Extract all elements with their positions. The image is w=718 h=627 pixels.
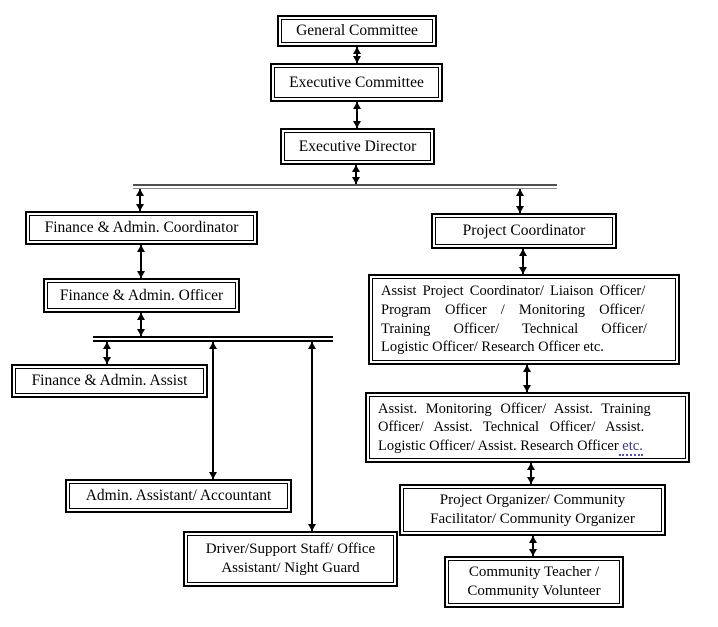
spellcheck-etc-text: etc.	[618, 437, 643, 454]
node-label-line: Logistic Officer/ Research Officer etc.	[381, 339, 604, 356]
node-label: Admin. Assistant/ Accountant	[69, 483, 288, 509]
node-project-organizer	[399, 484, 666, 536]
node-label-line: Logistic Officer/ Assist. Research Officer etc.	[378, 437, 643, 454]
node-label-line: Training Officer/ Technical Officer/	[381, 320, 647, 337]
node-label: Project Coordinator	[435, 217, 613, 245]
node-label: Executive Director	[284, 132, 431, 161]
arrow-director-rail-icon	[355, 165, 357, 184]
node-label-line: Driver/Support Staff/ Office	[205, 541, 376, 557]
node-admin-assistant-accountant	[65, 479, 292, 513]
node-label-line: Facilitator/ Community Organizer	[430, 511, 635, 527]
node-general-committee	[277, 15, 437, 47]
node-project-coordinator	[431, 213, 617, 249]
arrow-organizer-community-teacher-icon	[532, 536, 534, 556]
arrow-coordinator-officer-icon	[140, 245, 142, 278]
node-label: Finance & Admin. Assist	[15, 368, 204, 394]
node-label	[187, 535, 394, 583]
node-assist-officers	[365, 392, 690, 463]
arrow-rail-admin-assistant-icon	[212, 342, 214, 479]
node-driver-support	[183, 531, 398, 587]
arrow-rail-project-coordinator-icon	[519, 189, 521, 213]
arrow-general-executive-icon	[356, 47, 358, 63]
node-label	[369, 396, 686, 459]
node-community-teacher	[444, 556, 624, 608]
node-executive-director	[280, 128, 435, 165]
node-label-line: Assist. Monitoring Officer/ Assist. Training	[378, 400, 651, 417]
node-finance-admin-assist	[11, 364, 208, 398]
node-finance-admin-coordinator	[25, 211, 258, 245]
node-label-line: Community Volunteer	[467, 583, 601, 599]
node-label-line: Assistant/ Night Guard	[221, 560, 360, 576]
arrow-assist-project-assist-officers-icon	[526, 365, 528, 392]
arrow-officer-admin-rail-icon	[140, 313, 142, 336]
node-label	[372, 278, 676, 361]
node-label-line: Program Officer / Monitoring Officer/	[381, 301, 645, 318]
node-label-line: Assist Project Coordinator/ Liaison Officer/	[381, 283, 646, 300]
node-label	[403, 488, 662, 532]
arrow-assist-officers-project-organizer-icon	[530, 463, 532, 484]
node-label: Executive Committee	[274, 67, 439, 98]
node-label	[448, 560, 620, 604]
node-assist-project-coordinator	[368, 274, 680, 365]
arrow-executive-director-icon	[356, 102, 358, 128]
arrow-rail-driver-support-icon	[311, 342, 313, 531]
node-label-line: Project Organizer/ Community	[439, 492, 626, 508]
node-label: Finance & Admin. Officer	[47, 282, 236, 309]
node-finance-admin-officer	[43, 278, 240, 313]
node-label-line: Community Teacher /	[468, 564, 600, 580]
arrow-coordinator-assist-project-icon	[522, 249, 524, 274]
node-executive-committee	[270, 63, 443, 102]
node-label: Finance & Admin. Coordinator	[29, 215, 254, 241]
node-label-line: Officer/ Assist. Technical Officer/ Assist.	[378, 419, 645, 436]
arrow-rail-finance-coordinator-icon	[139, 189, 141, 211]
arrow-rail-finance-assist-icon	[106, 342, 108, 364]
node-label: General Committee	[281, 19, 433, 43]
branch-rail-line	[133, 184, 557, 189]
